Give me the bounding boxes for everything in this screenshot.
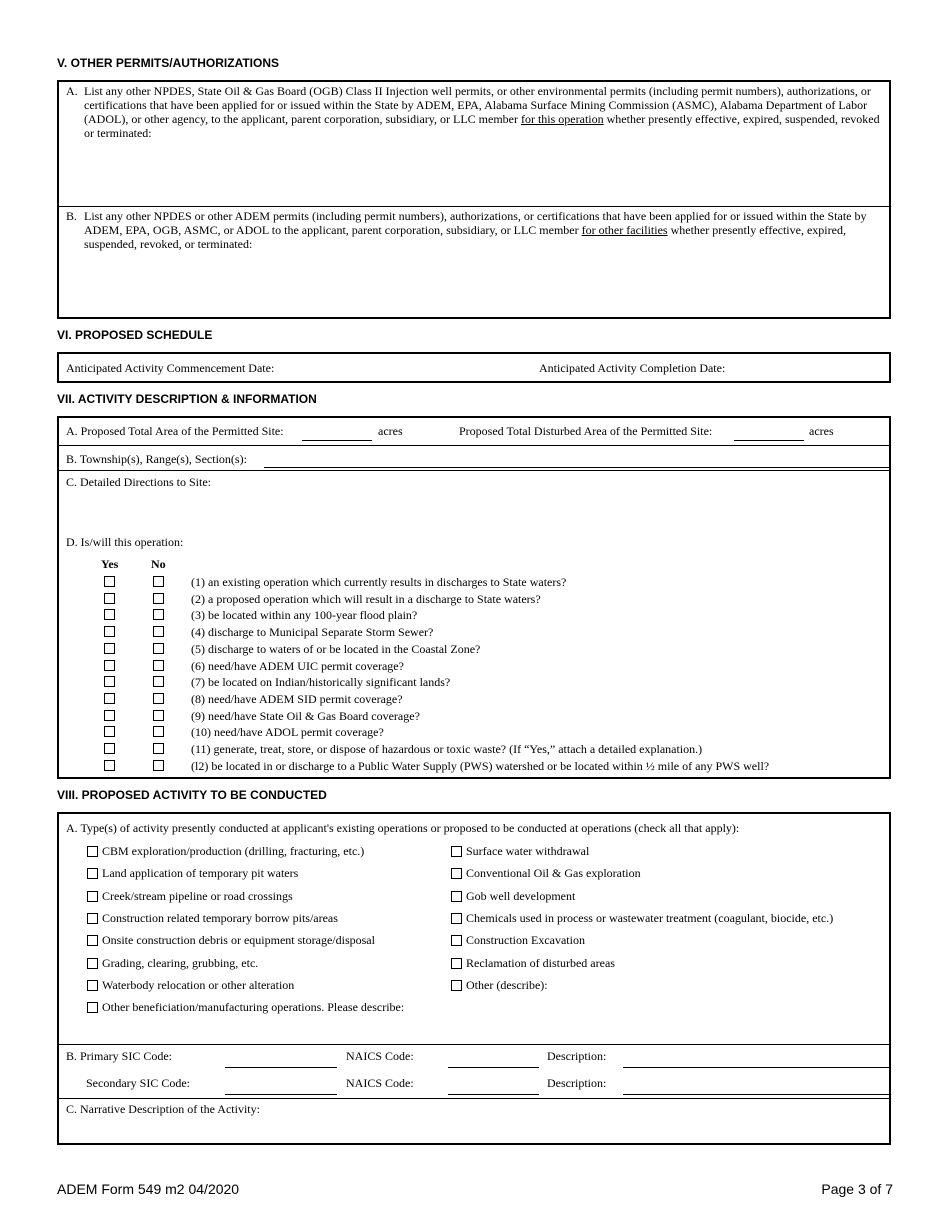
yes-checkbox[interactable]	[104, 710, 115, 721]
activity-option-label: Grading, clearing, grubbing, etc.	[102, 956, 259, 970]
activity-option-label: Chemicals used in process or wastewater treatment (coagulant, biocide, etc.)	[466, 911, 834, 925]
activity-checkbox[interactable]	[87, 913, 98, 924]
no-checkbox[interactable]	[153, 643, 164, 654]
form-identifier: ADEM Form 549 m2 04/2020	[57, 1181, 240, 1197]
no-checkbox[interactable]	[153, 576, 164, 587]
activity-option-label: Other beneficiation/manufacturing operations. Please describe:	[102, 1000, 405, 1014]
activity-option-label: Other (describe):	[466, 978, 548, 992]
question-text: (8) need/have ADEM SID permit coverage?	[191, 692, 403, 706]
activity-option-label: CBM exploration/production (drilling, fracturing, etc.)	[102, 844, 365, 858]
section-6-heading: VI. PROPOSED SCHEDULE	[57, 328, 213, 342]
activity-checkbox[interactable]	[451, 868, 462, 879]
question-text: (1) an existing operation which currently results in discharges to State waters?	[191, 575, 567, 589]
question-text: (5) discharge to waters of or be located in the Coastal Zone?	[191, 642, 481, 656]
secondary-sic-label: Secondary SIC Code:	[86, 1076, 190, 1090]
activity-checkbox[interactable]	[87, 1002, 98, 1013]
township-label: B. Township(s), Range(s), Section(s):	[66, 452, 247, 466]
question-row	[59, 709, 893, 726]
activity-checkbox[interactable]	[87, 935, 98, 946]
question-text: (10) need/have ADOL permit coverage?	[191, 725, 384, 739]
yes-column-header: Yes	[101, 557, 119, 571]
question-text: (9) need/have State Oil & Gas Board coverage?	[191, 709, 420, 723]
description-label: Description:	[547, 1076, 607, 1090]
question-text: (4) discharge to Municipal Separate Storm Sewer?	[191, 625, 434, 639]
permitted-site-area-field[interactable]	[302, 440, 372, 441]
no-checkbox[interactable]	[153, 626, 164, 637]
yes-checkbox[interactable]	[104, 593, 115, 604]
question-row	[59, 742, 893, 759]
yes-checkbox[interactable]	[104, 743, 115, 754]
question-text: (7) be located on Indian/historically significant lands?	[191, 675, 451, 689]
activity-option-label: Gob well development	[466, 889, 576, 903]
description-field[interactable]	[623, 1094, 891, 1095]
activity-checkbox[interactable]	[87, 846, 98, 857]
item-b-response-area[interactable]	[84, 254, 884, 312]
no-column-header: No	[151, 557, 166, 571]
question-text: (l2) be located in or discharge to a Public Water Supply (PWS) watershed or be located within ½ mile of any PWS well?	[191, 759, 770, 773]
completion-date-label: Anticipated Activity Completion Date:	[539, 361, 726, 375]
activity-checkbox[interactable]	[451, 891, 462, 902]
no-checkbox[interactable]	[153, 676, 164, 687]
primary-sic-field[interactable]	[225, 1067, 337, 1068]
activity-description-box	[57, 416, 891, 779]
section-8-heading: VIII. PROPOSED ACTIVITY TO BE CONDUCTED	[57, 788, 327, 802]
directions-field[interactable]	[84, 492, 884, 532]
activity-option-label: Creek/stream pipeline or road crossings	[102, 889, 293, 903]
item-a-response-area[interactable]	[84, 142, 884, 202]
activity-checkbox[interactable]	[87, 958, 98, 969]
question-text: (6) need/have ADEM UIC permit coverage?	[191, 659, 404, 673]
activity-checkbox[interactable]	[451, 958, 462, 969]
divider	[59, 1098, 889, 1099]
activity-checkbox[interactable]	[87, 891, 98, 902]
commencement-date-field[interactable]	[287, 358, 527, 378]
permitted-site-area-label: A. Proposed Total Area of the Permitted Site:	[66, 424, 284, 438]
question-text: (2) a proposed operation which will result in a discharge to State waters?	[191, 592, 541, 606]
no-checkbox[interactable]	[153, 710, 164, 721]
no-checkbox[interactable]	[153, 693, 164, 704]
activity-checkbox[interactable]	[451, 980, 462, 991]
item-b-prefix: B.	[66, 209, 78, 223]
no-checkbox[interactable]	[153, 760, 164, 771]
activity-option-label: Construction Excavation	[466, 933, 585, 947]
question-row	[59, 759, 893, 776]
no-checkbox[interactable]	[153, 593, 164, 604]
activity-option-label: Conventional Oil & Gas exploration	[466, 866, 641, 880]
naics-code-label: NAICS Code:	[346, 1076, 414, 1090]
yes-checkbox[interactable]	[104, 760, 115, 771]
description-field[interactable]	[623, 1067, 891, 1068]
activity-checkbox[interactable]	[451, 846, 462, 857]
other-permits-box	[57, 80, 891, 319]
proposed-activity-box	[57, 812, 891, 1145]
commencement-date-label: Anticipated Activity Commencement Date:	[66, 361, 275, 375]
divider	[59, 206, 889, 207]
yes-checkbox[interactable]	[104, 576, 115, 587]
activity-types-label: A. Type(s) of activity presently conducted at applicant's existing operations or proposed to be conducted at operations (check all that apply):	[66, 821, 740, 835]
section-5-heading: V. OTHER PERMITS/AUTHORIZATIONS	[57, 56, 280, 70]
question-row	[59, 608, 893, 625]
question-row	[59, 642, 893, 659]
narrative-description-field[interactable]	[84, 1119, 884, 1141]
yes-checkbox[interactable]	[104, 643, 115, 654]
activity-checkbox[interactable]	[451, 935, 462, 946]
question-row	[59, 692, 893, 709]
naics-code-field[interactable]	[448, 1094, 539, 1095]
activity-checkbox[interactable]	[451, 913, 462, 924]
primary-sic-label: B. Primary SIC Code:	[66, 1049, 173, 1063]
question-row	[59, 575, 893, 592]
naics-code-label: NAICS Code:	[346, 1049, 414, 1063]
acres-unit: acres	[809, 424, 834, 438]
item-b-text: List any other NPDES or other ADEM permits (including permit numbers), authorizations, or certifications that have been applied for or issued within the State by ADEM, EPA, OGB, ASMC, or ADOL to the applicant, parent corporation, subsidiary, or LLC member for other facilities whether presently effective, expired, suspended, revoked, or terminated:	[84, 209, 867, 251]
activity-checkbox[interactable]	[87, 980, 98, 991]
township-field[interactable]	[264, 467, 891, 468]
secondary-sic-field[interactable]	[225, 1094, 337, 1095]
section-7-heading: VII. ACTIVITY DESCRIPTION & INFORMATION	[57, 392, 317, 406]
yes-checkbox[interactable]	[104, 609, 115, 620]
completion-date-field[interactable]	[739, 358, 887, 378]
no-checkbox[interactable]	[153, 609, 164, 620]
divider	[59, 470, 889, 471]
no-checkbox[interactable]	[153, 660, 164, 671]
question-row	[59, 625, 893, 642]
question-row	[59, 592, 893, 609]
acres-unit: acres	[378, 424, 403, 438]
narrative-description-label: C. Narrative Description of the Activity:	[66, 1102, 260, 1116]
no-checkbox[interactable]	[153, 726, 164, 737]
disturbed-area-label: Proposed Total Disturbed Area of the Permitted Site:	[459, 424, 713, 438]
item-a-prefix: A.	[66, 84, 78, 98]
yes-checkbox[interactable]	[104, 626, 115, 637]
activity-checkbox[interactable]	[87, 868, 98, 879]
question-text: (11) generate, treat, store, or dispose of hazardous or toxic waste? (If “Yes,” attach a detailed explanation.)	[191, 742, 703, 756]
yes-checkbox[interactable]	[104, 693, 115, 704]
page-number: Page 3 of 7	[821, 1181, 893, 1197]
divider	[59, 445, 889, 446]
activity-option-label: Surface water withdrawal	[466, 844, 590, 858]
yes-checkbox[interactable]	[104, 676, 115, 687]
question-row	[59, 675, 893, 692]
directions-label: C. Detailed Directions to Site:	[66, 475, 211, 489]
activity-option-label: Construction related temporary borrow pits/areas	[102, 911, 338, 925]
item-a-text: List any other NPDES, State Oil & Gas Board (OGB) Class II Injection well permits, or other environmental permits (including permit numbers), authorizations, or certifications that have been applied for or issued within the State by ADEM, EPA, Alabama Surface Mining Commission (ASMC), Alabama Department of Labor (ADOL), or other agency, to the applicant, parent corporation, subsidiary, or LLC member for this operation whether presently effective, expired, suspended, revoked or terminated:	[84, 84, 880, 140]
disturbed-area-field[interactable]	[734, 440, 804, 441]
yes-checkbox[interactable]	[104, 660, 115, 671]
question-row	[59, 659, 893, 676]
yes-checkbox[interactable]	[104, 726, 115, 737]
question-text: (3) be located within any 100-year flood plain?	[191, 608, 418, 622]
description-label: Description:	[547, 1049, 607, 1063]
naics-code-field[interactable]	[448, 1067, 539, 1068]
divider	[59, 1044, 889, 1045]
activity-option-label: Onsite construction debris or equipment storage/disposal	[102, 933, 375, 947]
operation-question-label: D. Is/will this operation:	[66, 535, 184, 549]
question-row	[59, 725, 893, 742]
schedule-box	[57, 352, 891, 383]
activity-option-label: Land application of temporary pit waters	[102, 866, 299, 880]
activity-option-label: Reclamation of disturbed areas	[466, 956, 615, 970]
activity-option-label: Waterbody relocation or other alteration	[102, 978, 295, 992]
no-checkbox[interactable]	[153, 743, 164, 754]
